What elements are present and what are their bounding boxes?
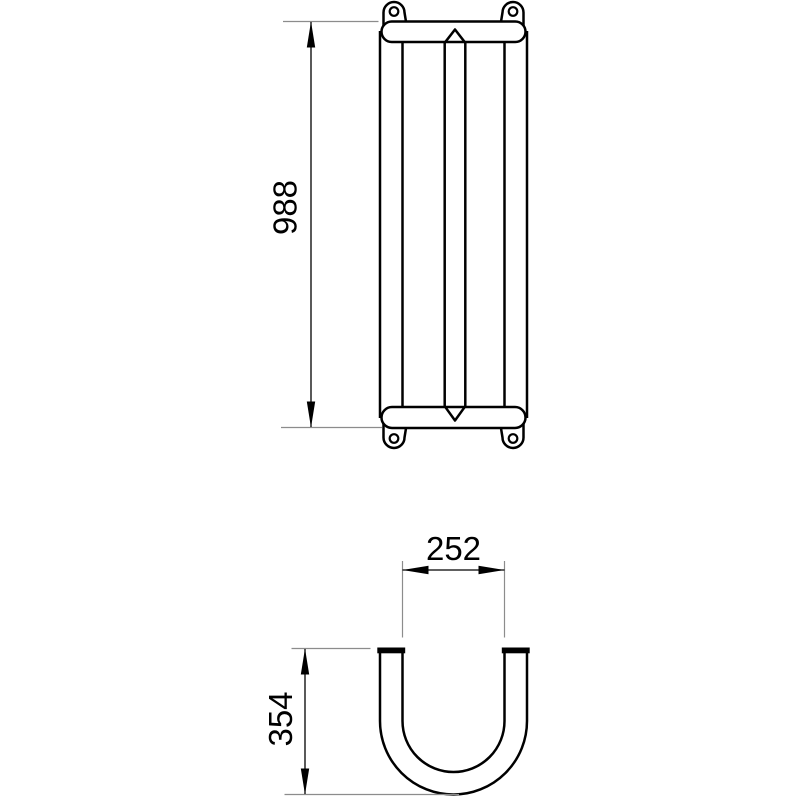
dimension-height-label: 988	[266, 179, 304, 236]
arrowhead-right	[479, 566, 505, 574]
dimension-width	[403, 530, 505, 638]
tab-hole-bottom-right	[509, 434, 518, 443]
dimension-depth-label: 354	[262, 691, 299, 747]
tab-hole-bottom-left	[390, 434, 399, 443]
tube-end-cap-left	[378, 648, 405, 653]
dimension-width-label: 252	[425, 530, 482, 567]
tab-hole-top-right	[509, 7, 518, 16]
arrowhead-depth-down	[301, 769, 309, 795]
arrowhead-down	[307, 402, 315, 428]
side-view	[378, 648, 529, 795]
arrowhead-left	[403, 566, 429, 574]
u-tube-inner-contour	[403, 653, 505, 773]
dimension-height	[267, 22, 383, 428]
arrowhead-depth-up	[301, 649, 309, 675]
tube-end-cap-right	[502, 648, 529, 653]
front-view	[380, 2, 527, 448]
tab-hole-top-left	[390, 7, 399, 16]
dimension-depth	[262, 649, 459, 795]
arrowhead-up	[307, 22, 315, 48]
